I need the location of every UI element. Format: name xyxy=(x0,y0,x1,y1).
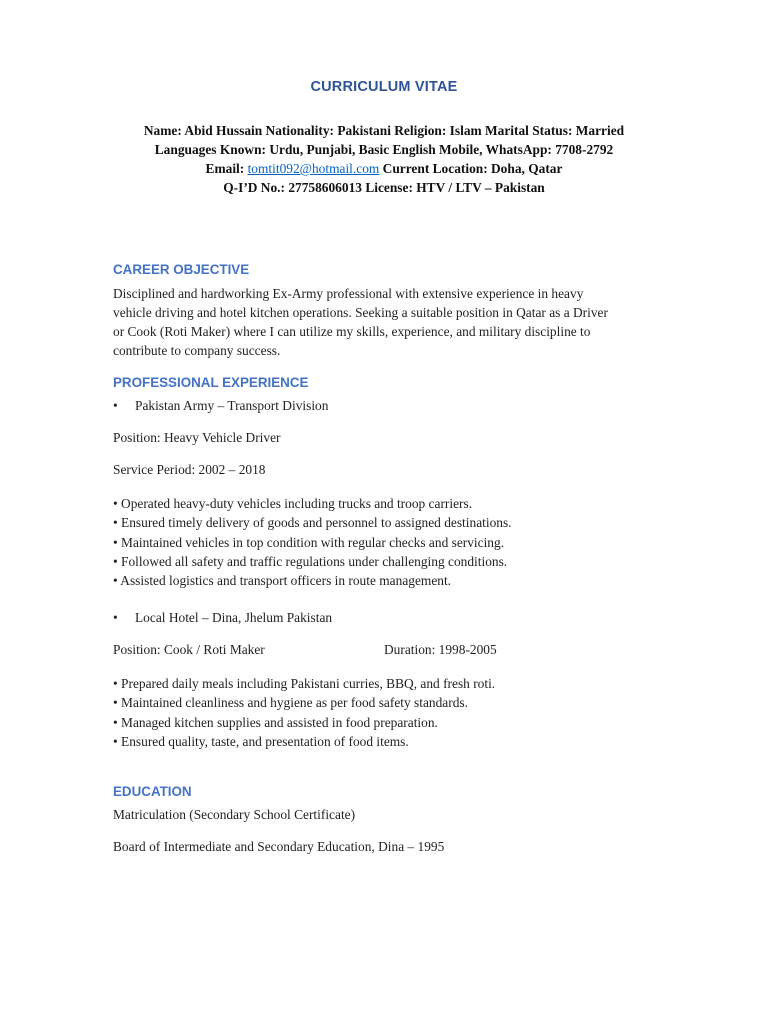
job-employer-1 xyxy=(113,398,328,414)
duty-item: • Ensured timely delivery of goods and personnel to assigned destinations. xyxy=(113,515,512,531)
duty-item: • Prepared daily meals including Pakistani curries, BBQ, and fresh roti. xyxy=(113,676,496,691)
personal-info-block xyxy=(0,121,768,197)
duty-item: • Managed kitchen supplies and assisted in food preparation. xyxy=(113,714,438,730)
personal-info-line-1: Name: Abid Hussain Nationality: Pakistani Religion: Islam Marital Status: Married xyxy=(143,123,625,138)
education-qualification: Matriculation (Secondary School Certificate) xyxy=(113,807,356,822)
job-duties-1 xyxy=(113,494,512,590)
job-position-1: Position: Heavy Vehicle Driver xyxy=(113,430,281,445)
education-board: Board of Intermediate and Secondary Education, Dina – 1995 xyxy=(113,839,445,854)
career-objective-line: contribute to company success. xyxy=(113,343,281,358)
email-link[interactable]: tomtit092@hotmail.com xyxy=(247,161,380,176)
employer-name: Pakistan Army – Transport Division xyxy=(135,398,329,413)
job-duties-2 xyxy=(113,674,495,751)
career-objective-line: Disciplined and hardworking Ex-Army professional with extensive experience in heavy xyxy=(113,286,584,301)
bullet-icon: • xyxy=(113,610,118,625)
job-duration-2: Duration: 1998-2005 xyxy=(384,642,497,657)
current-location: Current Location: Doha, Qatar xyxy=(379,161,563,176)
duty-item: • Ensured quality, taste, and presentation of food items. xyxy=(113,733,409,749)
personal-info-line-4: Q-I’D No.: 27758606013 License: HTV / LTV – Pakistan xyxy=(223,180,545,195)
job-period-1: Service Period: 2002 – 2018 xyxy=(113,462,266,477)
duty-item: • Operated heavy-duty vehicles including trucks and troop carriers. xyxy=(113,496,473,511)
bullet-icon: • xyxy=(113,398,118,413)
duty-item: • Followed all safety and traffic regulations under challenging conditions. xyxy=(113,553,508,569)
duty-item: • Maintained cleanliness and hygiene as per food safety standards. xyxy=(113,695,468,711)
document-title: CURRICULUM VITAE xyxy=(310,79,458,95)
email-label: Email: xyxy=(205,161,248,176)
career-objective-line: vehicle driving and hotel kitchen operations. Seeking a suitable position in Qatar as a Driver xyxy=(113,305,608,320)
personal-info-line-2: Languages Known: Urdu, Punjabi, Basic English Mobile, WhatsApp: 7708-2792 xyxy=(154,142,614,157)
experience-heading: PROFESSIONAL EXPERIENCE xyxy=(113,375,309,390)
duty-item: • Assisted logistics and transport officers in route management. xyxy=(113,573,452,589)
career-objective-heading: CAREER OBJECTIVE xyxy=(113,262,250,277)
job-position-2: Position: Cook / Roti Maker xyxy=(113,642,265,657)
employer-name: Local Hotel – Dina, Jhelum Pakistan xyxy=(135,610,333,625)
job-employer-2 xyxy=(113,610,332,626)
career-objective-text xyxy=(113,284,658,360)
duty-item: • Maintained vehicles in top condition with regular checks and servicing. xyxy=(113,534,505,550)
career-objective-line: or Cook (Roti Maker) where I can utilize my skills, experience, and military discipline to xyxy=(113,324,591,339)
education-heading: EDUCATION xyxy=(113,784,192,799)
personal-info-line-3 xyxy=(0,159,768,178)
